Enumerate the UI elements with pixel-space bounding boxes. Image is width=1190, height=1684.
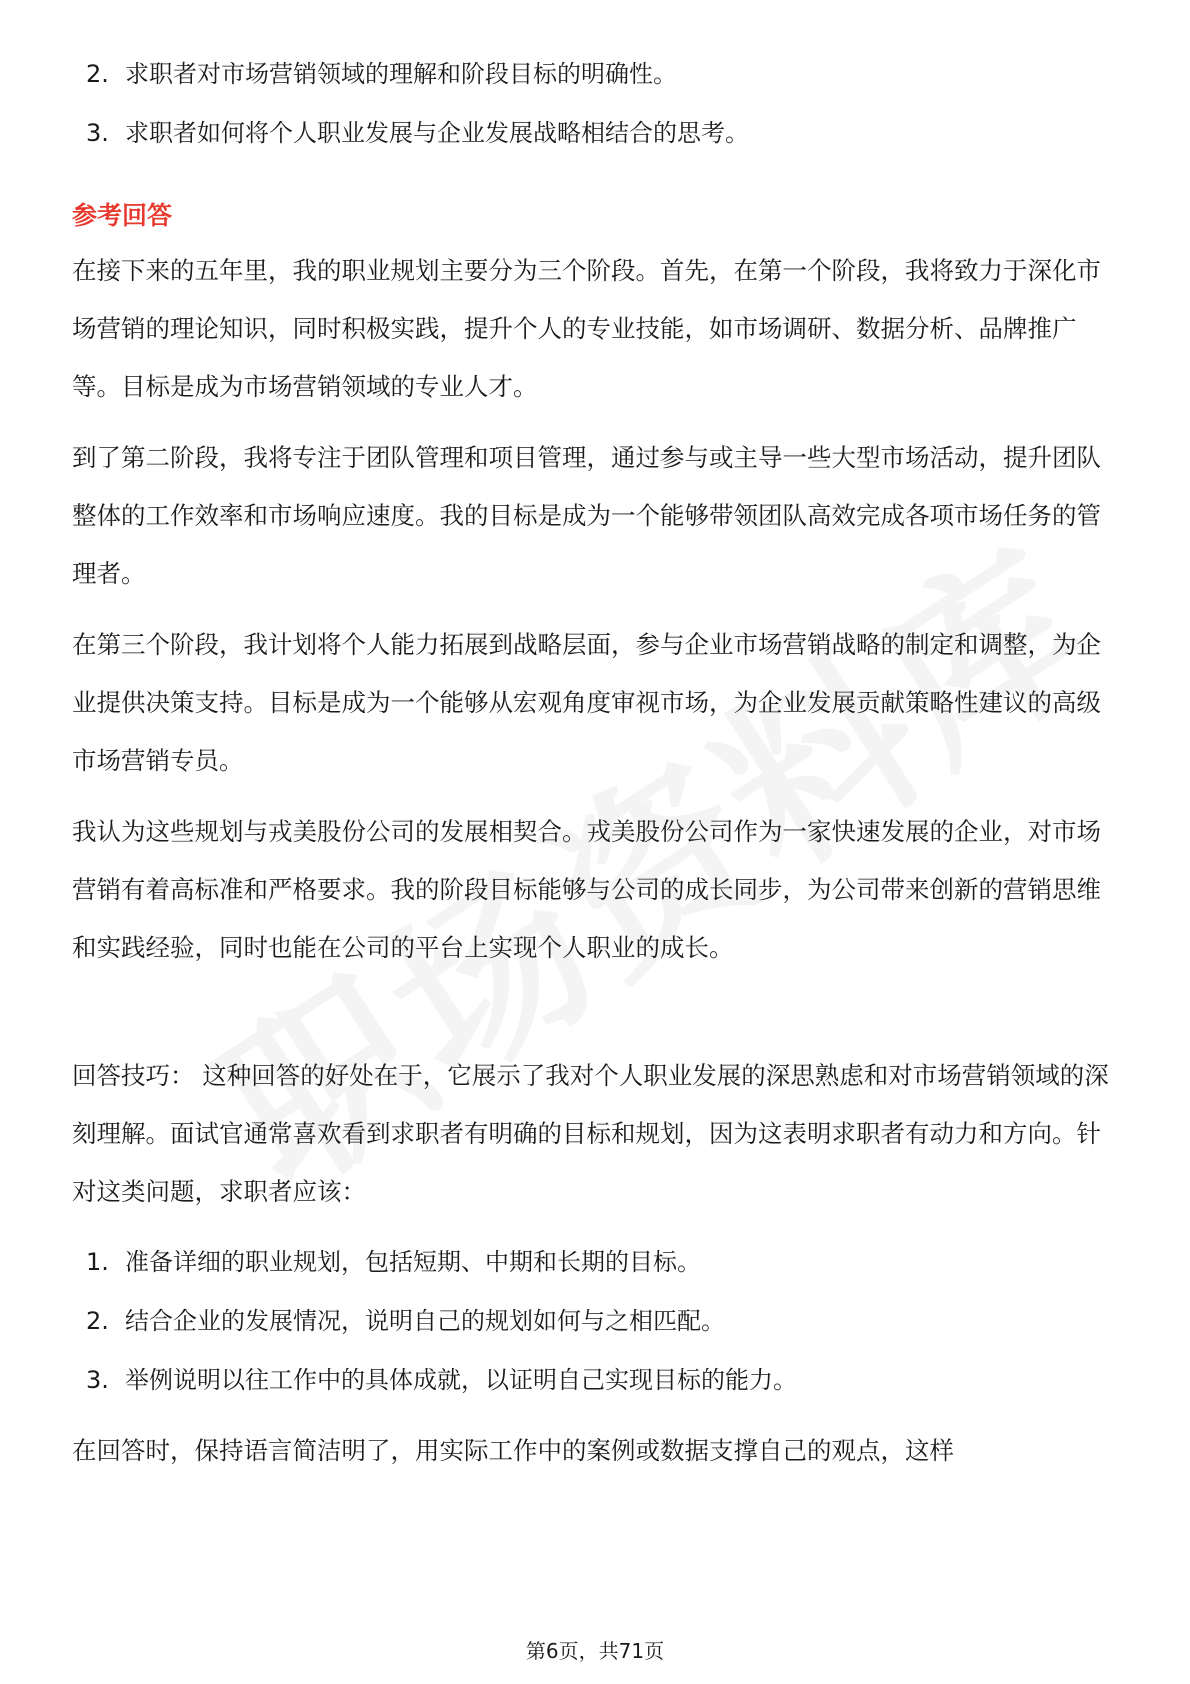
- list-item-number: 2.: [86, 1307, 109, 1335]
- paragraph-company-fit: 我认为这些规划与戎美股份公司的发展相契合。戎美股份公司作为一家快速发展的企业，对市场营销有着高标准和严格要求。我的阶段目标能够与公司的成长同步，为公司带来创新的营销思维和实践经验，同时也能在公司的平台上实现个人职业的成长。: [72, 817, 1101, 962]
- paragraph-stage-three: 在第三个阶段，我计划将个人能力拓展到战略层面，参与企业市场营销战略的制定和调整，为企业提供决策支持。目标是成为一个能够从宏观角度审视市场，为企业发展贡献策略性建议的高级市场营销专员。: [72, 630, 1101, 775]
- list-item-number: 1.: [86, 1248, 109, 1276]
- list-item-text: 求职者如何将个人职业发展与企业发展战略相结合的思考。: [125, 119, 749, 147]
- list-item-number: 3.: [86, 119, 109, 147]
- evaluation-list: [86, 58, 1116, 176]
- list-item-number: 3.: [86, 1366, 109, 1394]
- tips-list: [86, 1246, 1116, 1423]
- list-item-text: 举例说明以往工作中的具体成就，以证明自己实现目标的能力。: [125, 1366, 797, 1394]
- paragraph-closing: 在回答时，保持语言简洁明了，用实际工作中的案例或数据支撑自己的观点，这样: [72, 1436, 954, 1465]
- list-item-text: 求职者对市场营销领域的理解和阶段目标的明确性。: [125, 60, 677, 88]
- list-item: [86, 1305, 1116, 1337]
- list-item: [86, 58, 1116, 90]
- list-item: [86, 117, 1116, 149]
- page-footer: 第6页，共71页: [525, 1639, 665, 1663]
- paragraph-stage-one: 在接下来的五年里，我的职业规划主要分为三个阶段。首先，在第一个阶段，我将致力于深化市场营销的理论知识，同时积极实践，提升个人的专业技能，如市场调研、数据分析、品牌推广等。目标是成为市场营销领域的专业人才。: [72, 256, 1101, 401]
- list-item-number: 2.: [86, 60, 109, 88]
- list-item: [86, 1364, 1116, 1396]
- list-item: [86, 1246, 1116, 1278]
- section-heading: 参考回答: [72, 201, 173, 230]
- list-item-text: 准备详细的职业规划，包括短期、中期和长期的目标。: [125, 1248, 701, 1276]
- list-item-text: 结合企业的发展情况，说明自己的规划如何与之相匹配。: [125, 1307, 725, 1335]
- paragraph-answer-tips: 回答技巧： 这种回答的好处在于，它展示了我对个人职业发展的深思熟虑和对市场营销领域的深刻理解。面试官通常喜欢看到求职者有明确的目标和规划，因为这表明求职者有动力和方向。针对这类问题，求职者应该：: [72, 1061, 1109, 1206]
- paragraph-stage-two: 到了第二阶段，我将专注于团队管理和项目管理，通过参与或主导一些大型市场活动，提升团队整体的工作效率和市场响应速度。我的目标是成为一个能够带领团队高效完成各项市场任务的管理者。: [72, 443, 1101, 588]
